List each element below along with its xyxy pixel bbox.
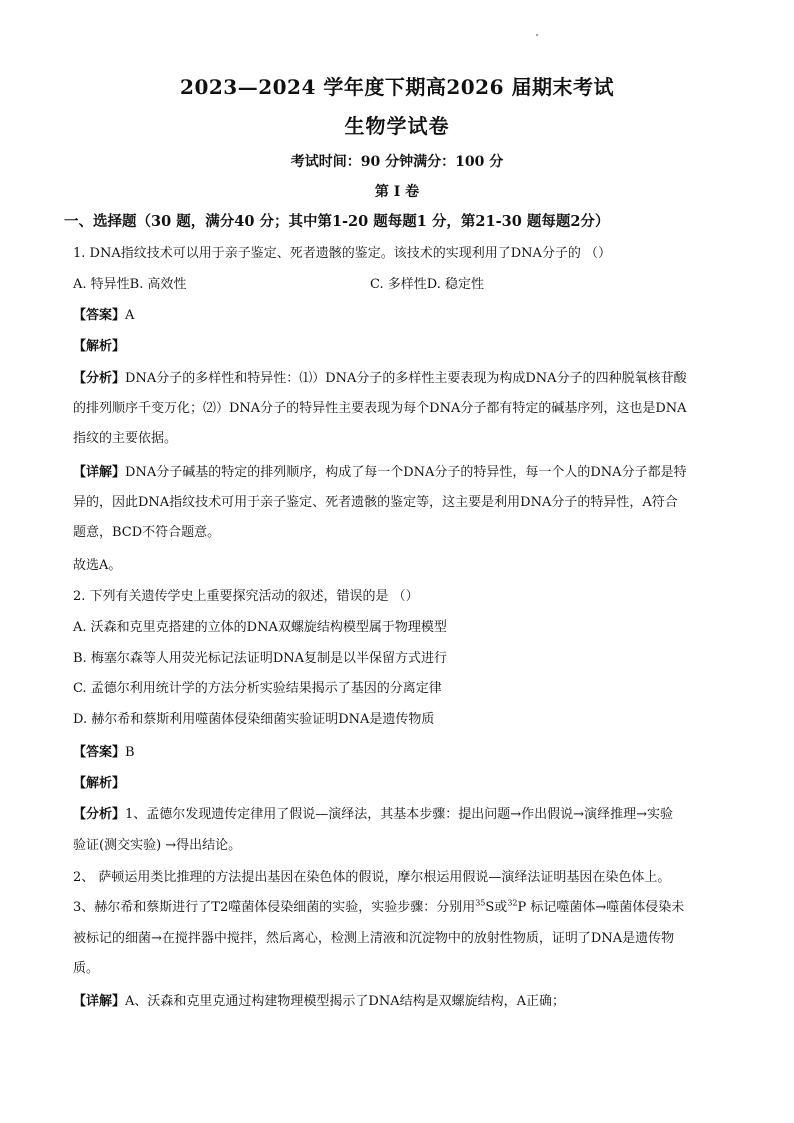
fenxi-tag: 【分析】 [73,807,126,822]
answer-value: B [125,745,135,760]
answer-tag: 【答案】 [73,745,126,760]
question-2-option-b: B. 梅塞尔森等人用荧光标记法证明DNA复制是以半保留方式进行 [73,651,448,666]
question-2-fenxi-line: 被标记的细菌→在搅拌器中搅拌，然后离心，检测上清液和沉淀物中的放射性物质，证明了DNA是遗传物 [73,931,675,946]
question-2-option-c: C. 孟德尔利用统计学的方法分析实验结果揭示了基因的分离定律 [73,681,442,696]
question-1-conclusion: 故选A。 [73,558,122,573]
question-2-option-a: A. 沃森和克里克搭建的立体的DNA双螺旋结构模型属于物理模型 [73,620,447,635]
question-1-fenxi-line: 指纹的主要依据。 [73,431,178,446]
answer-value: A [125,308,135,323]
question-2-answer [73,744,135,762]
fenxi-text: DNA分子的多样性和特异性：⑴）DNA分子的多样性主要表现为构成DNA分子的四种脱氧核苷酸 [125,371,687,386]
xiangjie-tag: 【详解】 [73,994,126,1009]
question-2-fenxi-line [73,899,684,917]
question-1-options-ab: A. 特异性B. 高效性 [73,277,187,292]
question-2-fenxi-line: 2、 萨顿运用类比推理的方法提出基因在染色体的假说，摩尔根运用假说—演绎法证明基因在染色体上。 [73,870,671,885]
question-1-analysis-tag: 【解析】 [73,339,126,354]
isotope-superscript: 32 [507,898,518,908]
subject-title: 生物学试卷 [344,114,450,138]
question-1-stem: 1. DNA指纹技术可以用于亲子鉴定、死者遗骸的鉴定。该技术的实现利用了DNA分子的 （） [73,246,612,261]
xiangjie-tag: 【详解】 [73,465,126,480]
question-1-options-row [73,276,484,294]
exam-info: 考试时间：90 分钟满分：100 分 [290,154,504,170]
xiangjie-text: DNA分子碱基的特定的排列顺序，构成了每一个DNA分子的特异性，每一个人的DNA分子都是特 [125,465,687,480]
question-1-xiangjie-line: 异的，因此DNA指纹技术可用于亲子鉴定、死者遗骸的鉴定等，这主要是利用DNA分子的特异性，A符合 [73,495,678,510]
scan-dot [536,34,538,36]
question-1-fenxi-line [73,370,687,388]
question-2-fenxi-line: 质。 [73,961,100,976]
answer-tag: 【答案】 [73,308,126,323]
question-1-options-cd: C. 多样性D. 稳定性 [370,277,484,292]
question-1-xiangjie-line [73,464,687,482]
fenxi-tag: 【分析】 [73,371,126,386]
fenxi-text: 3、赫尔希和蔡斯进行了T2噬菌体侵染细菌的实验，实验步骤：分别用 [73,900,476,915]
question-2-fenxi-line: 验证(测交实验) →得出结论。 [73,838,242,853]
xiangjie-text: A、沃森和克里克通过构建物理模型揭示了DNA结构是双螺旋结构，A正确； [125,994,565,1009]
fenxi-text: P 标记噬菌体→噬菌体侵染未 [517,900,685,915]
question-1-xiangjie-line: 题意，BCD不符合题意。 [73,525,221,540]
question-2-analysis-tag: 【解析】 [73,776,126,791]
question-2-stem: 2. 下列有关遗传学史上重要探究活动的叙述，错误的是 （） [73,589,419,604]
question-2-xiangjie-line [73,993,565,1011]
fenxi-text: 1、孟德尔发现遗传定律用了假说—演绎法，其基本步骤：提出问题→作出假说→演绎推理→实验 [125,807,673,822]
question-2-option-d: D. 赫尔希和蔡斯利用噬菌体侵染细菌实验证明DNA是遗传物质 [73,712,435,727]
question-1-answer [73,307,134,325]
question-1-fenxi-line: 的排列顺序千变万化；⑵）DNA分子的特异性主要表现为每个DNA分子都有特定的碱基序列，这也是DNA [73,401,687,416]
exam-title: 2023—2024 学年度下期高2026 届期末考试 [180,75,614,99]
question-2-fenxi-line [73,806,673,824]
section-heading: 一、选择题（30 题，满分40 分；其中第1-20 题每题1 分，第21-30 题每题2分） [64,213,610,230]
part-label: 第 I 卷 [374,184,420,200]
fenxi-text: S或 [485,900,508,915]
isotope-superscript: 35 [475,898,486,908]
